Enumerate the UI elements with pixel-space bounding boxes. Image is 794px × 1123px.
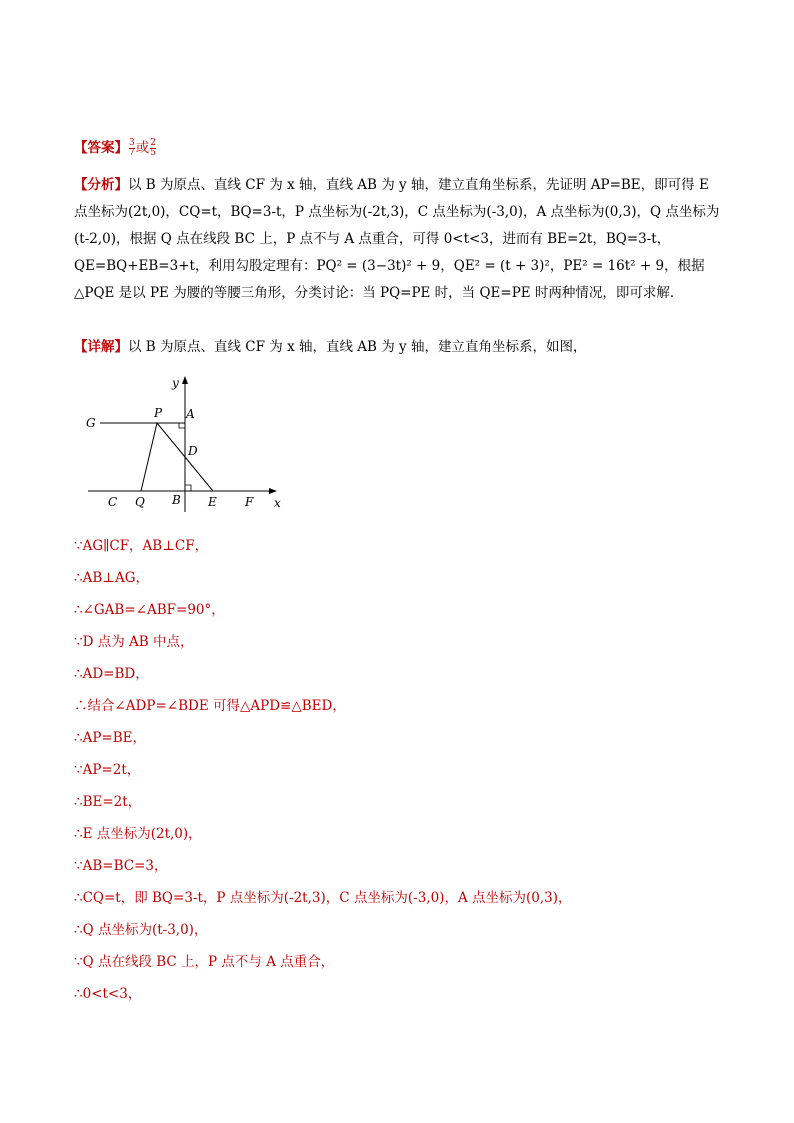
step-line: ∴∠GAB=∠ABF=90°，	[74, 602, 225, 618]
right-angle-A	[179, 423, 185, 428]
answer-fraction-2	[150, 139, 156, 158]
step-line: ∴E 点坐标为(2t,0)，	[74, 826, 202, 842]
label-x: x	[274, 496, 281, 510]
step-line: ∴AD=BD，	[74, 666, 149, 682]
label-F: F	[245, 495, 254, 509]
analysis-tag: 【分析】	[74, 177, 128, 193]
step-line: ∴0<t<3，	[74, 986, 142, 1002]
step-line: ∵AP=2t，	[74, 762, 141, 778]
step-line: ∴AP=BE，	[74, 730, 147, 746]
step-line: ∴BE=2t，	[74, 794, 142, 810]
detail-tag: 【详解】	[74, 339, 128, 355]
label-B: B	[172, 493, 181, 507]
fraction-denominator: 7	[129, 148, 135, 158]
answer-or: 或	[135, 140, 150, 156]
right-angle-B	[185, 485, 191, 491]
label-G: G	[86, 416, 96, 430]
label-D: D	[188, 444, 198, 458]
fraction-denominator: 5	[150, 148, 156, 158]
step-line: ∴Q 点坐标为(t-3,0)，	[74, 922, 208, 938]
label-P: P	[154, 406, 163, 420]
fraction-numerator: 2	[150, 138, 156, 148]
x-axis-arrow	[269, 488, 277, 494]
segment-PQ	[141, 423, 157, 491]
label-C: C	[108, 495, 118, 509]
fraction-numerator: 3	[129, 138, 135, 148]
label-E: E	[208, 495, 217, 509]
step-line: ∵AB=BC=3，	[74, 858, 168, 874]
analysis-paragraph	[74, 172, 724, 307]
step-line: ∴AB⊥AG，	[74, 570, 149, 586]
coordinate-figure	[80, 372, 290, 517]
label-y: y	[172, 376, 179, 390]
step-line: ∵D 点为 AB 中点，	[74, 634, 194, 650]
detail-line	[74, 338, 586, 356]
step-line: ∵AG∥CF，AB⊥CF，	[74, 538, 209, 554]
step-line: ∴CQ=t，即 BQ=3-t，P 点坐标为(-2t,3)，C 点坐标为(-3,0)，A 点坐标为(0,3)，	[74, 890, 572, 906]
answer-tag: 【答案】	[74, 140, 128, 156]
answer-fraction-1	[129, 139, 135, 158]
detail-text: 以 B 为原点、直线 CF 为 x 轴，直线 AB 为 y 轴，建立直角坐标系，如图，	[128, 339, 587, 355]
y-axis-arrow	[182, 376, 188, 384]
answer-line	[74, 139, 157, 158]
step-line: ∵Q 点在线段 BC 上，P 点不与 A 点重合，	[74, 954, 335, 970]
step-line: ∴结合∠ADP=∠BDE 可得△APD≌△BED，	[74, 698, 346, 714]
label-A: A	[186, 407, 195, 421]
analysis-text: 以 B 为原点、直线 CF 为 x 轴，直线 AB 为 y 轴，建立直角坐标系，先证明 AP=BE，即可得 E 点坐标为(2t,0)，CQ=t，BQ=3-t，P 点坐标为(-2t,3)，C 点坐标为(-3,0)，A 点坐标为(0,3)，Q 点坐标为(t-2,0)，根据 Q 点在线段 BC 上，P 点不与 A 点重合，可得 0<t<3，进而有 BE=2t，BQ=3-t，QE=BQ+EB=3+t，利用勾股定理有：PQ² = (3−3t)² + 9，QE² = (t + 3)²，PE² = 16t² + 9，根据△PQE 是以 PE 为腰的等腰三角形，分类讨论：当 PQ=PE 时，当 QE=PE 时两种情况，即可求解．	[74, 177, 720, 301]
label-Q: Q	[135, 495, 145, 509]
